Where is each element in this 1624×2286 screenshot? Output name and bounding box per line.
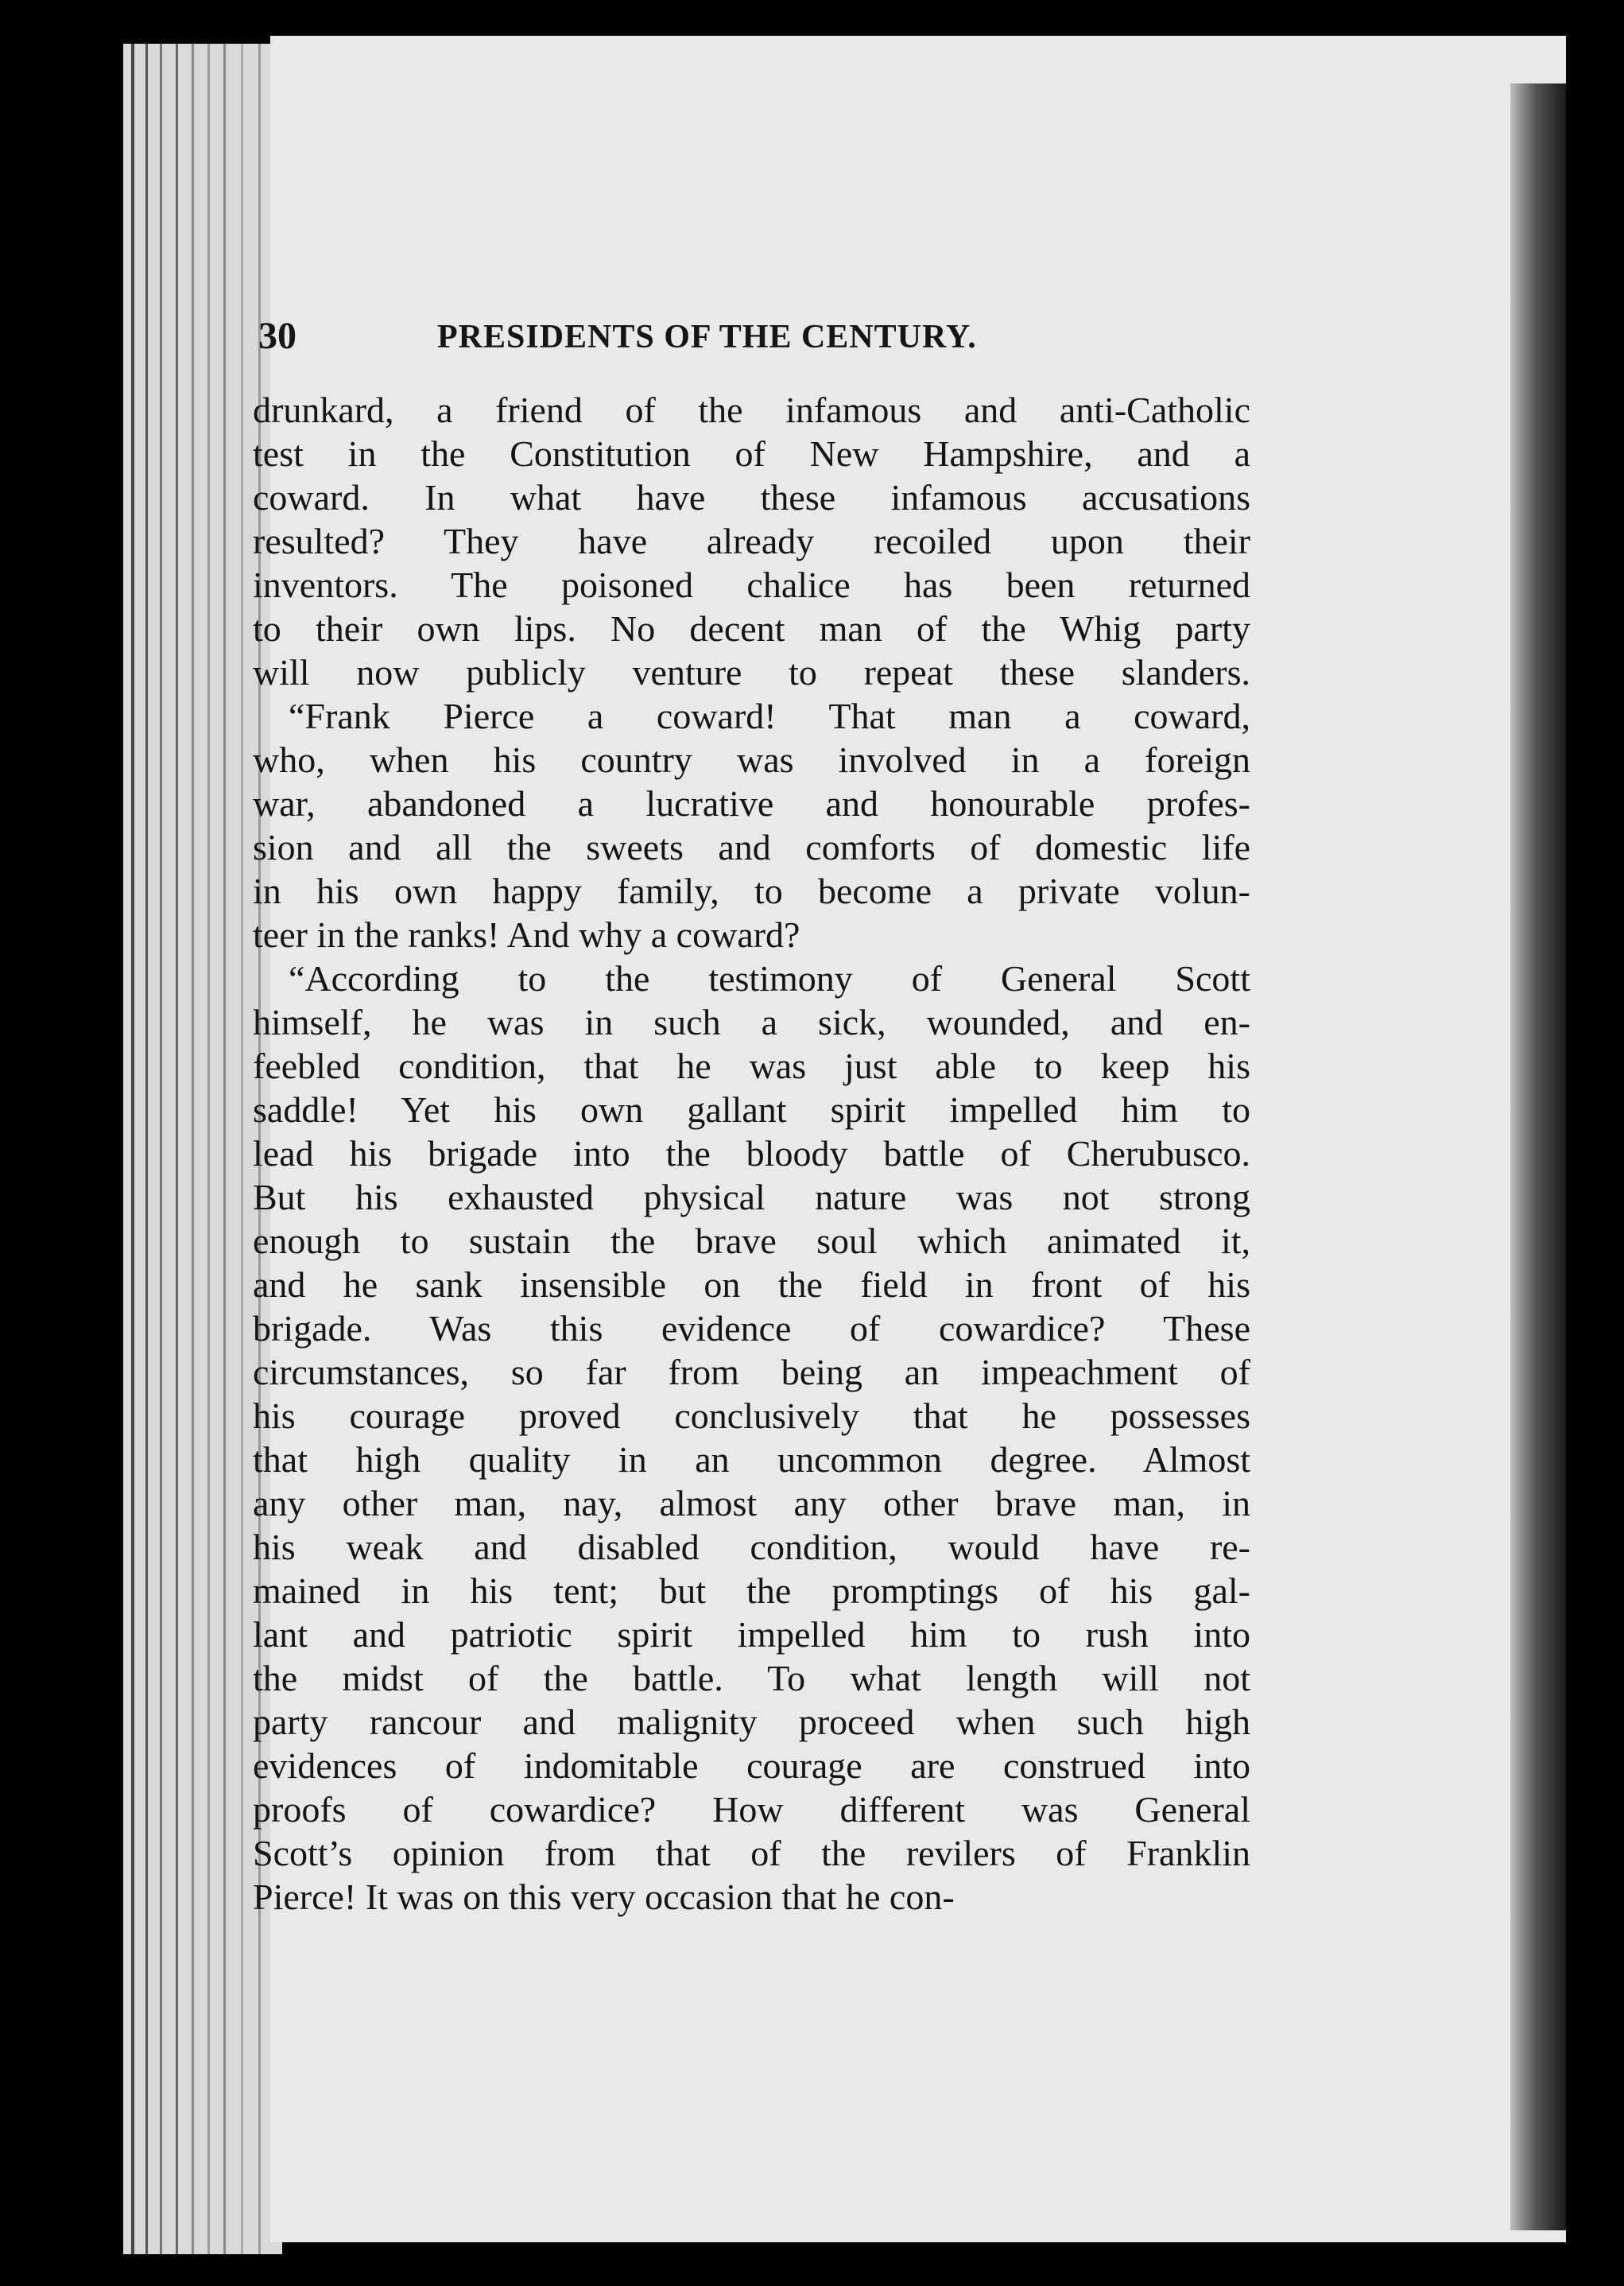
text-line: and he sank insensible on the field in front of his bbox=[253, 1264, 1250, 1305]
text-line: brigade. Was this evidence of cowardice? These bbox=[253, 1308, 1250, 1349]
page-edge-line bbox=[131, 44, 134, 2254]
text-line: resulted? They have already recoiled upon their bbox=[253, 521, 1250, 561]
text-line: any other man, nay, almost any other brave man, in bbox=[253, 1483, 1250, 1523]
text-line: his courage proved conclusively that he possesses bbox=[253, 1395, 1250, 1436]
gutter-shadow bbox=[1510, 83, 1566, 2230]
text-line: “Frank Pierce a coward! That man a coward, bbox=[289, 696, 1250, 736]
text-line: the midst of the battle. To what length will not bbox=[253, 1658, 1250, 1698]
text-line: mained in his tent; but the promptings of his gal- bbox=[253, 1570, 1250, 1611]
page-edge-line bbox=[241, 44, 243, 2254]
text-line: his weak and disabled condition, would have re- bbox=[253, 1527, 1250, 1567]
text-line: party rancour and malignity proceed when such high bbox=[253, 1702, 1250, 1742]
text-line: to their own lips. No decent man of the Whig party bbox=[253, 608, 1250, 649]
text-line: evidences of indomitable courage are construed into bbox=[253, 1745, 1250, 1786]
text-line: who, when his country was involved in a foreign bbox=[253, 739, 1250, 780]
text-line: sion and all the sweets and comforts of domestic life bbox=[253, 827, 1250, 867]
page-edge-line bbox=[207, 44, 210, 2254]
text-line: Pierce! It was on this very occasion that he con- bbox=[253, 1877, 955, 1917]
page-header bbox=[258, 282, 1252, 362]
page-edge-line bbox=[160, 44, 162, 2254]
text-line: test in the Constitution of New Hampshire, and a bbox=[253, 433, 1250, 474]
page-number: 30 bbox=[258, 315, 297, 357]
page-edge-line bbox=[145, 44, 148, 2254]
text-line: feebled condition, that he was just able to keep his bbox=[253, 1046, 1250, 1086]
text-line: Scott’s opinion from that of the revilers of Franklin bbox=[253, 1833, 1250, 1873]
text-line: himself, he was in such a sick, wounded, and en- bbox=[253, 1002, 1250, 1042]
text-line: circumstances, so far from being an impeachment of bbox=[253, 1352, 1250, 1392]
text-line: drunkard, a friend of the infamous and anti-Catholic bbox=[253, 390, 1250, 430]
page-edge-line bbox=[176, 44, 178, 2254]
text-line: proofs of cowardice? How different was General bbox=[253, 1789, 1250, 1830]
text-line: enough to sustain the brave soul which animated it, bbox=[253, 1221, 1250, 1261]
page-edge-line bbox=[223, 44, 226, 2254]
text-line: “According to the testimony of General Scott bbox=[289, 958, 1250, 999]
text-line: war, abandoned a lucrative and honourable profes- bbox=[253, 783, 1250, 824]
text-line: inventors. The poisoned chalice has been returned bbox=[253, 565, 1250, 605]
text-line: coward. In what have these infamous accusations bbox=[253, 477, 1250, 518]
body-text bbox=[253, 388, 1250, 1919]
running-head: PRESIDENTS OF THE CENTURY. bbox=[437, 319, 977, 355]
page-edge-line bbox=[192, 44, 194, 2254]
text-line: will now publicly venture to repeat these slanders. bbox=[253, 652, 1250, 693]
text-line: teer in the ranks! And why a coward? bbox=[253, 914, 800, 955]
text-line: saddle! Yet his own gallant spirit impelled him to bbox=[253, 1089, 1250, 1130]
text-line: in his own happy family, to become a private volun- bbox=[253, 871, 1250, 911]
text-line: But his exhausted physical nature was not strong bbox=[253, 1177, 1250, 1217]
text-line: lead his brigade into the bloody battle of Cherubusco. bbox=[253, 1133, 1250, 1174]
text-line: that high quality in an uncommon degree. Almost bbox=[253, 1439, 1250, 1480]
text-line: lant and patriotic spirit impelled him to rush into bbox=[253, 1614, 1250, 1655]
